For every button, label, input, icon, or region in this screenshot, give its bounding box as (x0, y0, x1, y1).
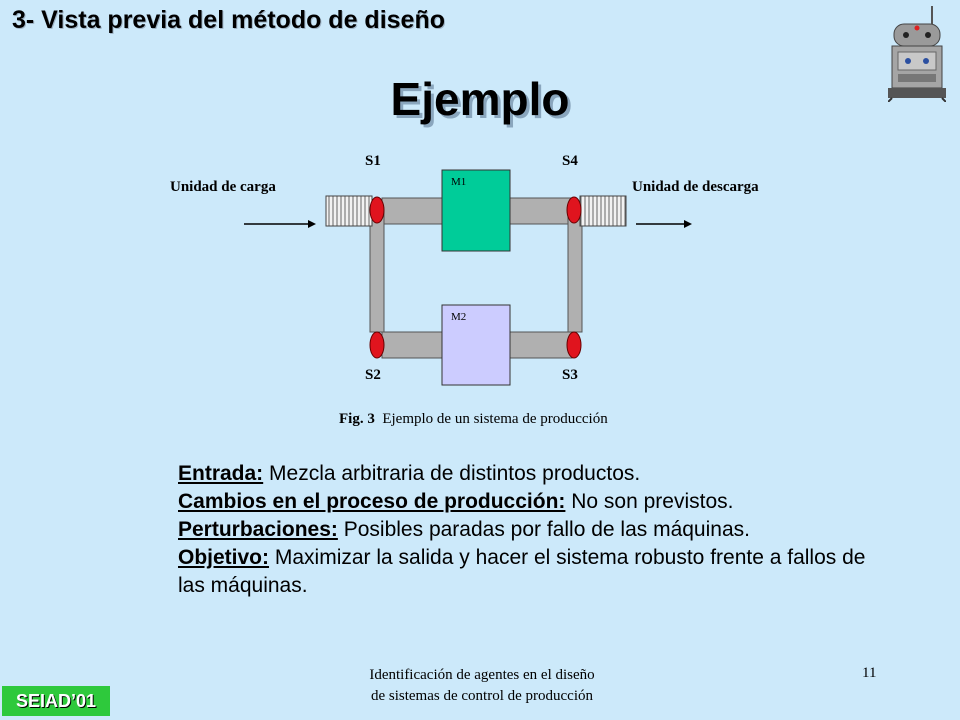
list-item-text: Mezcla arbitraria de distintos productos. (269, 462, 641, 485)
conveyor-bottom-right (510, 332, 572, 358)
conveyor-top-left (382, 198, 442, 224)
figure-caption (339, 411, 608, 428)
switch-s3 (567, 332, 581, 358)
list-item-term: Cambios en el proceso de producción: (178, 490, 566, 513)
machine-label-m2: M2 (451, 311, 467, 323)
list-item-text: Posibles paradas por fallo de las máquinas. (343, 518, 750, 541)
list-item (178, 488, 898, 516)
conference-badge: SEIAD’01 (2, 686, 110, 716)
footer-line-1: Identificación de agentes en el diseño (369, 667, 595, 683)
section-title: 3- Vista previa del método de diseño (12, 6, 445, 34)
conveyor-bottom-left (382, 332, 442, 358)
conveyor-left-vertical (370, 210, 384, 332)
output-arrow-head (684, 220, 692, 228)
conveyor-right-vertical (568, 210, 582, 332)
page-title: Ejemplo (390, 73, 570, 125)
caption-text: Ejemplo de un sistema de producción (382, 411, 608, 427)
load-unit (326, 196, 372, 226)
list-item (178, 516, 898, 544)
list-item (178, 460, 898, 488)
list-item-text: No son previstos. (571, 490, 734, 513)
list-item-term: Objetivo: (178, 546, 270, 569)
list-item-term: Perturbaciones: (178, 518, 338, 541)
machine-label-m1: M1 (451, 176, 467, 188)
caption-label: Fig. 3 (339, 411, 375, 427)
load-unit-label: Unidad de carga (170, 179, 276, 195)
switch-label-s1: S1 (365, 153, 381, 169)
unload-unit (580, 196, 626, 226)
switch-s2 (370, 332, 384, 358)
conveyor-top-right (510, 198, 572, 224)
unload-unit-label: Unidad de descarga (632, 179, 759, 195)
footer-title (322, 665, 642, 707)
list-item-term: Entrada: (178, 462, 264, 485)
switch-label-s4: S4 (562, 153, 578, 169)
switch-s4 (567, 197, 581, 223)
switch-s1 (370, 197, 384, 223)
footer-line-2: de sistemas de control de producción (370, 688, 594, 704)
description-list (178, 460, 898, 600)
switch-label-s3: S3 (562, 367, 578, 383)
page-number: 11 (862, 665, 877, 681)
input-arrow-head (308, 220, 316, 228)
list-item-text: Maximizar la salida y hacer el sistema robusto frente a fallos de las máquinas. (178, 546, 866, 597)
list-item (178, 544, 898, 600)
switch-label-s2: S2 (365, 367, 381, 383)
